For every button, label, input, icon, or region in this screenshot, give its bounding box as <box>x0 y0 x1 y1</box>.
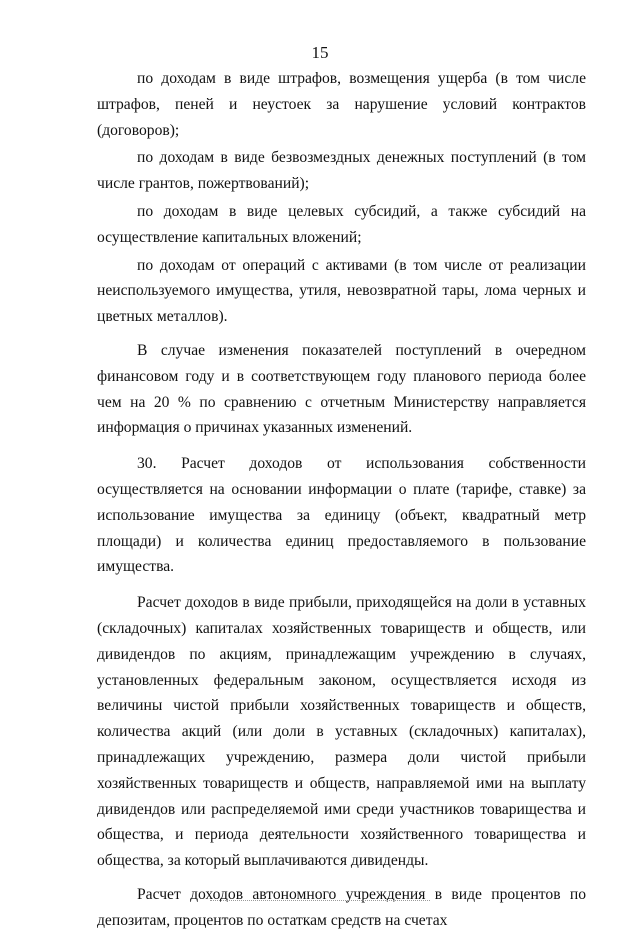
paragraph-deposit-interest: Расчет доходов автономного учреждения в виде процентов по депозитам, процентов по остаткам средств на счетах <box>97 885 586 929</box>
document-body <box>97 66 586 934</box>
paragraph-changes-notice: В случае изменения показателей поступлений в очередном финансовом году и в соответствующем году планового периода более чем на 20 % по сравнению с отчетным Министерству направляется информация о причинах указанных изменений. <box>97 341 586 437</box>
paragraph-30-property-income: 30. Расчет доходов от использования собственности осуществляется на основании информации о плате (тарифе, ставке) за использование имущества за единицу (объект, квадратный метр площади) и количества единиц предоставляемого в пользование имущества. <box>97 455 586 576</box>
paragraph-asset-operations: по доходам от операций с активами (в том числе от реализации неиспользуемого имущества, утиля, невозвратной тары, лома черных и цветных металлов). <box>97 256 586 326</box>
paragraph-fines: по доходам в виде штрафов, возмещения ущерба (в том числе штрафов, пеней и неустоек за нарушение условий контрактов (договоров); <box>97 70 586 139</box>
page-number: 15 <box>311 43 329 62</box>
paragraph-dividends: Расчет доходов в виде прибыли, приходящейся на доли в уставных (складочных) капиталах хозяйственных товариществ и обществ, или дивидендов по акциям, принадлежащим учреждению в случаях, установленных федеральным законом, осуществляется исходя из величины чистой прибыли хозяйственных товариществ и обществ, количества акций (или доли в уставных (складочных) капиталах), принадлежащих учреждению, размера доли чистой прибыли хозяйственных товариществ и обществ, направляемой ими на выплату дивидендов или распределяемой ими среди участников товарищества и общества, и периода деятельности хозяйственного товарищества и общества, за который выплачиваются дивиденды. <box>97 594 586 870</box>
paragraph-target-subsidies: по доходам в виде целевых субсидий, а также субсидий на осуществление капитальных вложений; <box>97 202 586 246</box>
paragraph-gratuitous-receipts: по доходам в виде безвозмездных денежных поступлений (в том числе грантов, пожертвований); <box>97 149 586 193</box>
scan-edge-mark <box>210 900 430 902</box>
